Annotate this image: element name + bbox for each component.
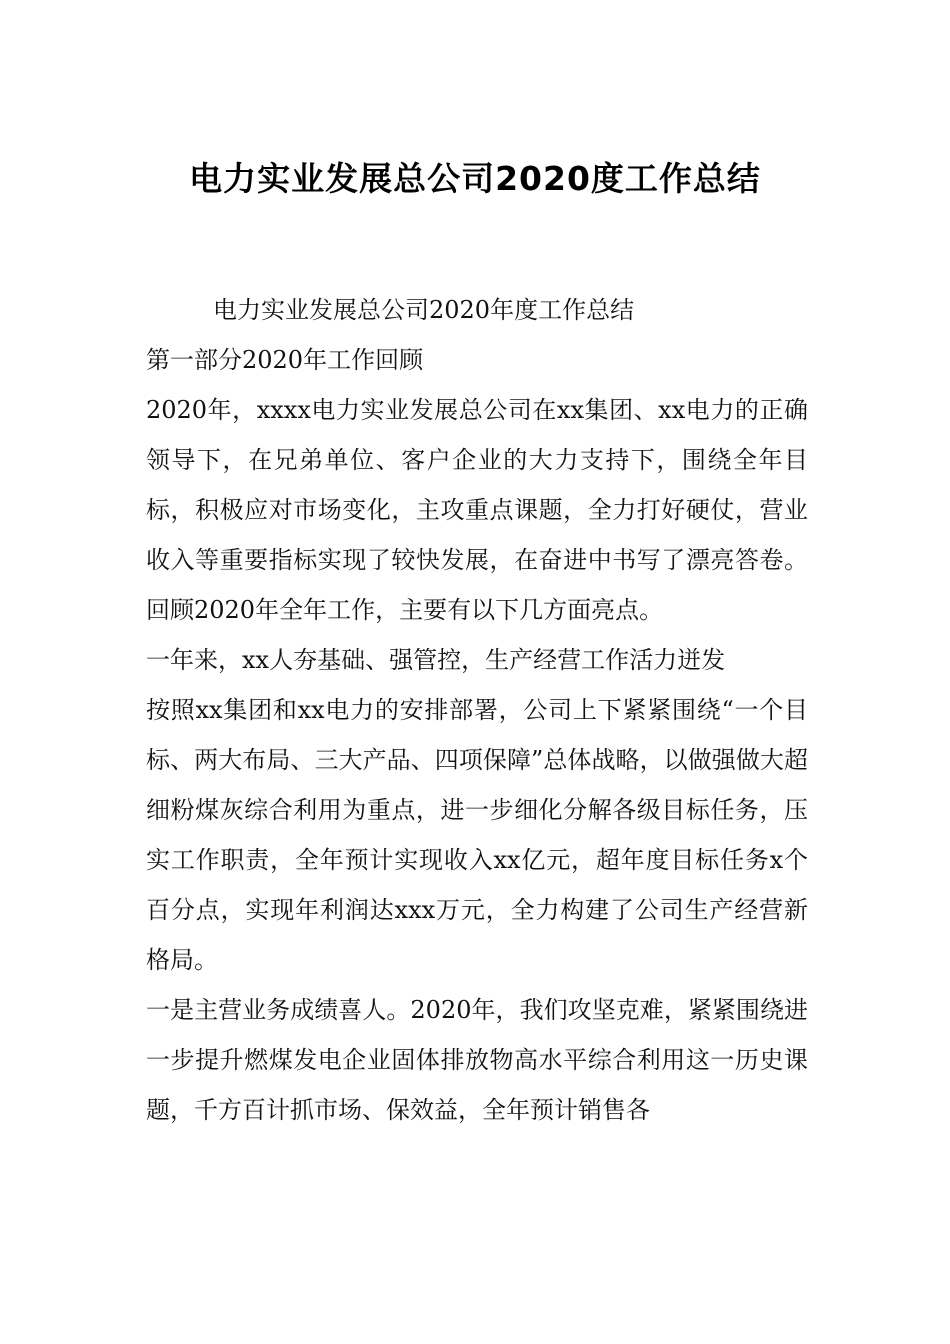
document-subtitle: 电力实业发展总公司2020年度工作总结 <box>213 296 635 324</box>
document-title: 电力实业发展总公司2020度工作总结 <box>189 159 761 198</box>
document-body <box>146 285 808 1135</box>
paragraph-1: 2020年，xxxx电力实业发展总公司在xx集团、xx电力的正确领导下，在兄弟单位、客户企业的大力支持下，围绕全年目标，积极应对市场变化，主攻重点课题，全力打好硬仗，营业收入等重要指标实现了较快发展，在奋进中书写了漂亮答卷。回顾2020年全年工作，主要有以下几方面亮点。 <box>146 396 808 624</box>
paragraph-3: 按照xx集团和xx电力的安排部署，公司上下紧紧围绕“一个目标、两大布局、三大产品、四项保障”总体战略，以做强做大超细粉煤灰综合利用为重点，进一步细化分解各级目标任务，压实工作职责，全年预计实现收入xx亿元，超年度目标任务x个百分点，实现年利润达xxx万元，全力构建了公司生产经营新格局。 <box>146 696 808 974</box>
section-heading: 第一部分2020年工作回顾 <box>146 346 424 374</box>
paragraph-4: 一是主营业务成绩喜人。2020年，我们攻坚克难，紧紧围绕进一步提升燃煤发电企业固体排放物高水平综合利用这一历史课题，千方百计抓市场、保效益，全年预计销售各 <box>146 996 808 1124</box>
paragraph-2: 一年来，xx人夯基础、强管控，生产经营工作活力迸发 <box>146 646 726 674</box>
